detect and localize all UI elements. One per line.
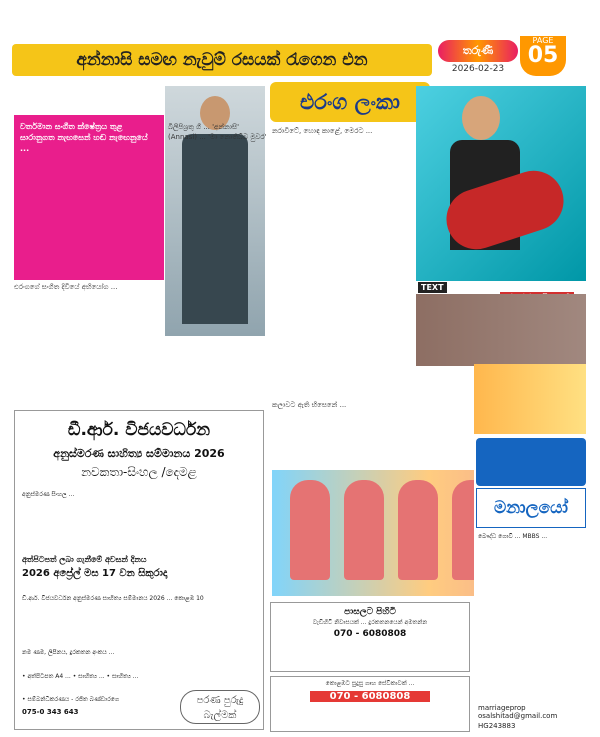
article-column-4: කලාවට ඇති භිසෙනේ ... — [272, 401, 347, 409]
marriage-ad-banner — [476, 438, 586, 486]
award-ad-deadline: 2026 අප්‍රේල් මස 17 වන සිකුරාදා — [22, 568, 168, 579]
photo-group-1 — [416, 294, 586, 366]
dancer-figure — [398, 480, 438, 580]
section-name: තරුණී — [438, 40, 518, 62]
photo-group-2 — [474, 364, 586, 434]
article-column-1: එරංගගේ සංගීත දිවියේ අභියෝග ... — [14, 283, 118, 291]
classified-box-2 — [270, 676, 470, 732]
dancer-figure — [344, 480, 384, 580]
page-label: PAGE — [532, 36, 554, 45]
award-ad-bullets: • අත්පිටපත A4 ... • සාහිත්‍ය ... • සාහිත්‍ය ... — [22, 673, 139, 680]
page-number: 05 — [527, 43, 559, 68]
classified-1-title: පාසලට පිහිටි — [344, 607, 396, 617]
marriage-ad-code: HG243883 — [478, 722, 516, 730]
award-ad-address: ඩී.ආර්. විජයවර්ධන අනුස්මරණ සාහිත්‍ය සම්මානය 2026 ... කොළඹ 10 — [22, 595, 204, 602]
award-ad-contact: • සම්බන්ධීකරණය - රජිත බණ්ඩාරගෙ — [22, 696, 120, 703]
article-column-2: බිලිපිශ්‍රතු ගී ... 'අන්නාසි' (Annasi) ... 'මා නොතිබ්බ මුවර' — [168, 123, 267, 141]
award-ad-category: නවකතා-සිංහල /දෙමළ — [81, 465, 197, 479]
marriage-ad-logo: මනාලයෝ — [476, 488, 586, 528]
classified-1-body: වැඩිහිටි නිවාසයක් ... දුරකතනයෙන් අමතන්න — [312, 619, 428, 626]
award-ad-deadline-label: අත්පිටපත් ලබා ගැනීමේ අවසන් දිනය — [22, 555, 147, 564]
award-ad-phone: 075-0 343 643 — [22, 708, 79, 716]
award-ad-body: අනුස්මරණ සිංහල ... — [22, 491, 75, 498]
top-strip — [0, 0, 600, 40]
award-ad-logo: පරණ පුරුදු බැල්මක් — [180, 690, 260, 724]
issue-date: 2026-02-23 — [451, 64, 505, 74]
marriage-ad-web: marriageprop osalshitad@gmail.com — [478, 704, 558, 720]
marriage-ad-text: බෞද්ධ ගොවි ... MBBS ... — [478, 533, 548, 540]
section-logo — [438, 40, 518, 80]
classified-2-phone: 070 - 6080808 — [310, 691, 430, 702]
article-title: එරංග ලංකා — [270, 82, 430, 122]
guitarist-head — [462, 96, 500, 140]
headline-banner: අන්නාසි සමඟ නැවුම් රසයක් රැගෙන එන — [12, 44, 432, 76]
award-ad-note: නම ණම, ලිපිනය, දුරකතන අංකය ... — [22, 649, 115, 656]
intro-box: වර්තමාන සංගීත ක්ෂේත්‍රය තුළ සාරානුගත නැඟසෙන් හඬ නැඟෙනුයේ ... — [14, 115, 164, 280]
page-badge — [520, 36, 566, 76]
classified-1-phone: 070 - 6080808 — [333, 629, 407, 639]
classified-2-body: කොළඹට සුදුසු ගෘහ සේවිකාවක් ... — [325, 680, 415, 687]
text-tag: TEXT — [418, 282, 447, 293]
award-ad-title: ඩී.ආර්. විජයවර්ධන — [67, 420, 211, 440]
article-column-3: නරාවිටේ, හොඳ කාළේ, මෙරට ... — [272, 127, 373, 135]
dancer-figure — [290, 480, 330, 580]
award-ad-subtitle: අනුස්මරණ සාහිත්‍ය සම්මානය 2026 — [53, 447, 225, 460]
classified-box-1 — [270, 602, 470, 672]
